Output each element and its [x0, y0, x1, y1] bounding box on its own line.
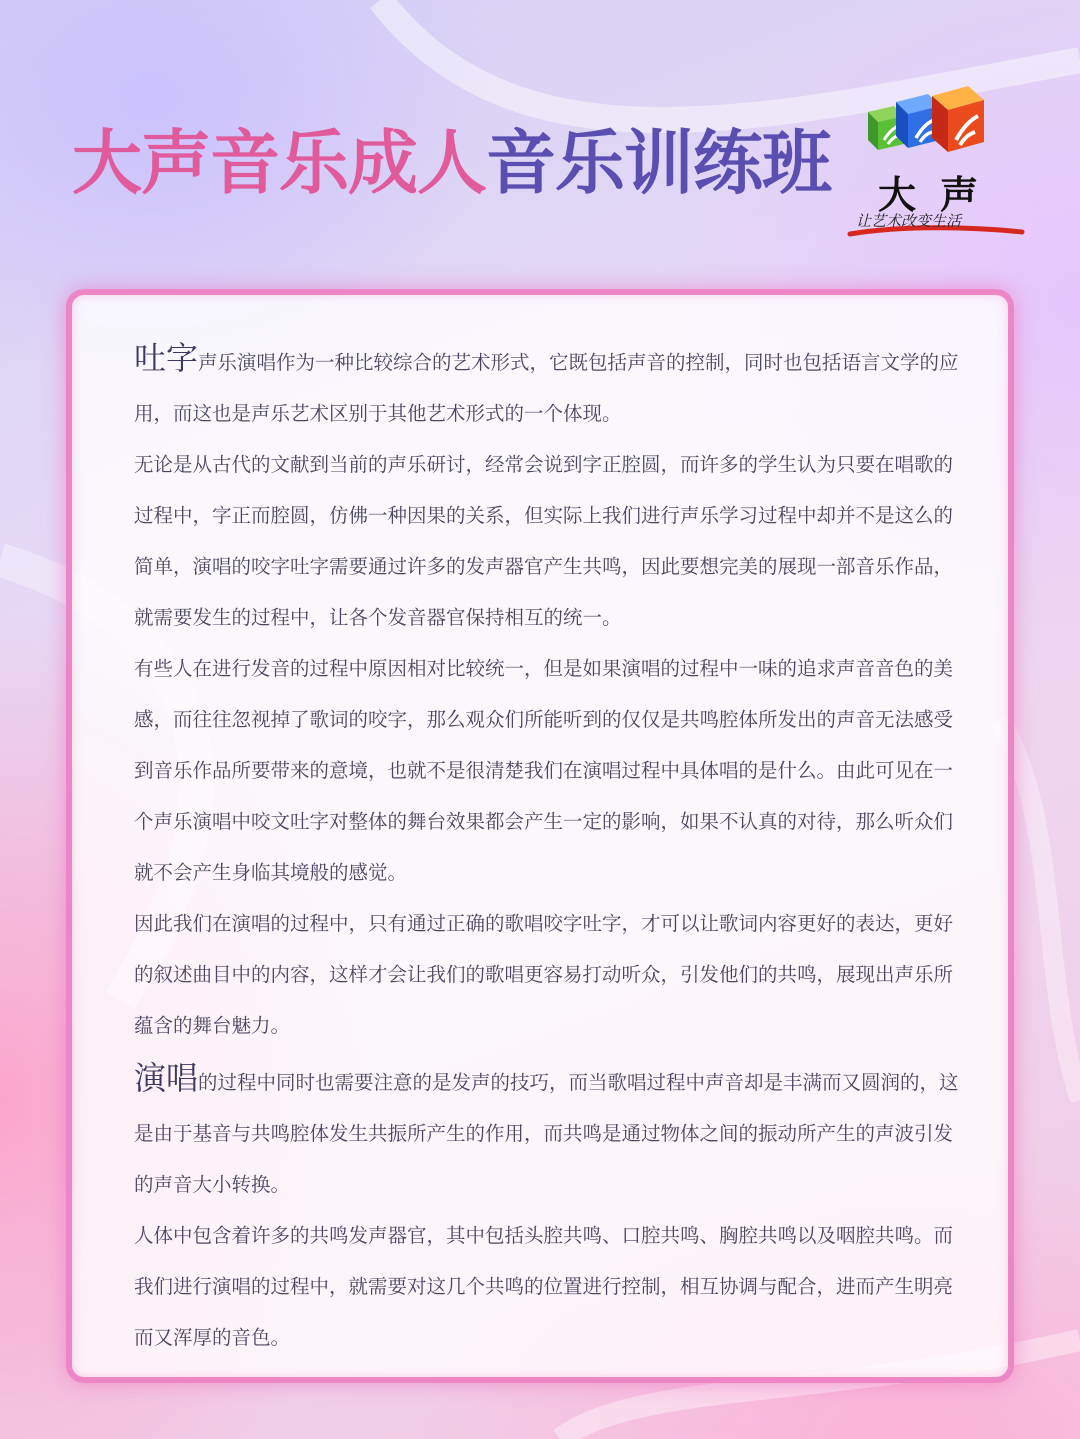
page-title — [72, 118, 831, 208]
title-part-pink: 大声音乐成人 — [72, 122, 486, 204]
logo-brand-name: 大声 — [878, 172, 1003, 217]
content-panel — [66, 289, 1014, 1383]
section-1-paragraph: 无论是从古代的文献到当前的声乐研讨，经常会说到字正腔圆，而许多的学生认为只要在唱歌的过程中，字正而腔圆，仿佛一种因果的关系，但实际上我们进行声乐学习过程中却并不是这么的简单，演唱的咬字吐字需要通过许多的发声器官产生共鸣，因此要想完美的展现一部音乐作品，就需要发生的过程中，让各个发音器官保持相互的统一。 — [134, 453, 954, 629]
article-body — [134, 333, 964, 1363]
section-1-paragraph: 有些人在进行发音的过程中原因相对比较统一，但是如果演唱的过程中一味的追求声音音色的美感，而往往忽视掉了歌词的咬字，那么观众们所能听到的仅仅是共鸣腔体所发出的声音无法感受到音乐作品所要带来的意境，也就不是很清楚我们在演唱过程中具体唱的是什么。由此可见在一个声乐演唱中咬文吐字对整体的舞台效果都会产生一定的影响，如果不认真的对待，那么听众们就不会产生身临其境般的感觉。 — [134, 657, 954, 884]
title-part-purple: 音乐训练班 — [486, 122, 831, 204]
logo-slogan: 让艺术改变生活 — [856, 212, 962, 230]
section-2-intro-text: 的过程中同时也需要注意的是发声的技巧，而当歌唱过程中声音却是丰满而又圆润的，这是由于基音与共鸣腔体发生共振所产生的作用，而共鸣是通过物体之间的振动所产生的声波引发的声音大小转换。 — [134, 1071, 959, 1196]
section-2-paragraph: 人体中包含着许多的共鸣发声器官，其中包括头腔共鸣、口腔共鸣、胸腔共鸣以及咽腔共鸣。而我们进行演唱的过程中，就需要对这几个共鸣的位置进行控制，相互协调与配合，进而产生明亮而又浑厚的音色。 — [134, 1224, 954, 1349]
section-1-heading: 吐字 — [134, 339, 199, 377]
section-1-intro-text: 声乐演唱作为一种比较综合的艺术形式，它既包括声音的控制，同时也包括语言文学的应用，而这也是声乐艺术区别于其他艺术形式的一个体现。 — [134, 351, 959, 425]
colored-cubes-icon — [846, 82, 1026, 172]
section-1-intro — [134, 333, 964, 439]
section-2-intro — [134, 1053, 964, 1210]
section-2-heading: 演唱 — [134, 1059, 199, 1097]
section-1-paragraph: 因此我们在演唱的过程中，只有通过正确的歌唱咬字吐字，才可以让歌词内容更好的表达，更好的叙述曲目中的内容，这样才会让我们的歌唱更容易打动听众，引发他们的共鸣，展现出声乐所蕴含的舞台魅力。 — [134, 912, 954, 1037]
brand-logo — [846, 82, 1026, 242]
